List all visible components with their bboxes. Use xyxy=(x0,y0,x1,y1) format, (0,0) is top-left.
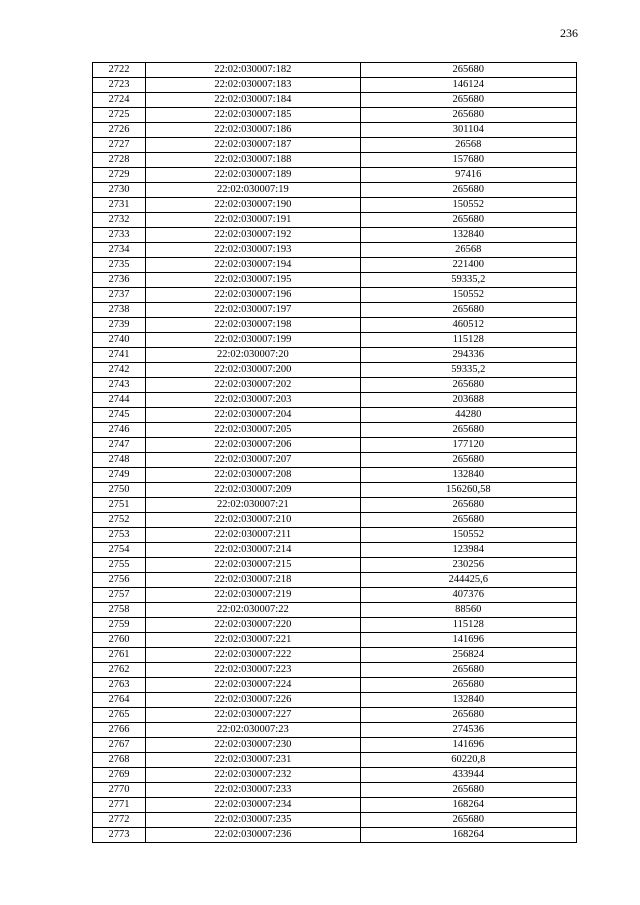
cadastral-number-cell: 22:02:030007:20 xyxy=(146,348,360,363)
table-row xyxy=(93,273,577,288)
table-row xyxy=(93,438,577,453)
row-number-cell: 2738 xyxy=(93,303,146,318)
row-number-cell: 2737 xyxy=(93,288,146,303)
cadastral-number-cell: 22:02:030007:224 xyxy=(146,678,360,693)
cadastral-number-cell: 22:02:030007:234 xyxy=(146,798,360,813)
cadastral-number-cell: 22:02:030007:219 xyxy=(146,588,360,603)
cadastral-number-cell: 22:02:030007:19 xyxy=(146,183,360,198)
table-row xyxy=(93,138,577,153)
table-row xyxy=(93,813,577,828)
row-number-cell: 2744 xyxy=(93,393,146,408)
row-number-cell: 2754 xyxy=(93,543,146,558)
cadastral-number-cell: 22:02:030007:189 xyxy=(146,168,360,183)
cadastral-number-cell: 22:02:030007:214 xyxy=(146,543,360,558)
table-row xyxy=(93,183,577,198)
row-number-cell: 2729 xyxy=(93,168,146,183)
row-number-cell: 2736 xyxy=(93,273,146,288)
table-row xyxy=(93,828,577,843)
value-cell: 265680 xyxy=(360,663,576,678)
value-cell: 265680 xyxy=(360,378,576,393)
table-row xyxy=(93,678,577,693)
value-cell: 301104 xyxy=(360,123,576,138)
cadastral-number-cell: 22:02:030007:230 xyxy=(146,738,360,753)
value-cell: 115128 xyxy=(360,618,576,633)
row-number-cell: 2762 xyxy=(93,663,146,678)
value-cell: 265680 xyxy=(360,423,576,438)
row-number-cell: 2727 xyxy=(93,138,146,153)
cadastral-number-cell: 22:02:030007:202 xyxy=(146,378,360,393)
value-cell: 460512 xyxy=(360,318,576,333)
value-cell: 433944 xyxy=(360,768,576,783)
value-cell: 265680 xyxy=(360,63,576,78)
row-number-cell: 2773 xyxy=(93,828,146,843)
cadastral-number-cell: 22:02:030007:196 xyxy=(146,288,360,303)
row-number-cell: 2722 xyxy=(93,63,146,78)
table-row xyxy=(93,303,577,318)
row-number-cell: 2731 xyxy=(93,198,146,213)
cadastral-number-cell: 22:02:030007:208 xyxy=(146,468,360,483)
row-number-cell: 2756 xyxy=(93,573,146,588)
value-cell: 265680 xyxy=(360,813,576,828)
row-number-cell: 2746 xyxy=(93,423,146,438)
value-cell: 230256 xyxy=(360,558,576,573)
value-cell: 265680 xyxy=(360,183,576,198)
value-cell: 265680 xyxy=(360,93,576,108)
value-cell: 59335,2 xyxy=(360,273,576,288)
cadastral-number-cell: 22:02:030007:193 xyxy=(146,243,360,258)
table-row xyxy=(93,423,577,438)
value-cell: 265680 xyxy=(360,303,576,318)
cadastral-number-cell: 22:02:030007:221 xyxy=(146,633,360,648)
value-cell: 60220,8 xyxy=(360,753,576,768)
value-cell: 146124 xyxy=(360,78,576,93)
row-number-cell: 2728 xyxy=(93,153,146,168)
cadastral-number-cell: 22:02:030007:226 xyxy=(146,693,360,708)
cadastral-number-cell: 22:02:030007:215 xyxy=(146,558,360,573)
table-row xyxy=(93,588,577,603)
cadastral-number-cell: 22:02:030007:191 xyxy=(146,213,360,228)
cadastral-number-cell: 22:02:030007:23 xyxy=(146,723,360,738)
row-number-cell: 2769 xyxy=(93,768,146,783)
cadastral-number-cell: 22:02:030007:199 xyxy=(146,333,360,348)
value-cell: 44280 xyxy=(360,408,576,423)
value-cell: 97416 xyxy=(360,168,576,183)
table-row xyxy=(93,693,577,708)
value-cell: 132840 xyxy=(360,228,576,243)
value-cell: 26568 xyxy=(360,243,576,258)
value-cell: 274536 xyxy=(360,723,576,738)
row-number-cell: 2745 xyxy=(93,408,146,423)
value-cell: 132840 xyxy=(360,693,576,708)
value-cell: 141696 xyxy=(360,633,576,648)
value-cell: 150552 xyxy=(360,198,576,213)
row-number-cell: 2755 xyxy=(93,558,146,573)
row-number-cell: 2734 xyxy=(93,243,146,258)
row-number-cell: 2758 xyxy=(93,603,146,618)
row-number-cell: 2751 xyxy=(93,498,146,513)
cadastral-number-cell: 22:02:030007:182 xyxy=(146,63,360,78)
table-row xyxy=(93,228,577,243)
cadastral-number-cell: 22:02:030007:187 xyxy=(146,138,360,153)
value-cell: 157680 xyxy=(360,153,576,168)
page-number: 236 xyxy=(560,26,578,40)
row-number-cell: 2726 xyxy=(93,123,146,138)
cadastral-number-cell: 22:02:030007:222 xyxy=(146,648,360,663)
cadastral-number-cell: 22:02:030007:232 xyxy=(146,768,360,783)
table-row xyxy=(93,123,577,138)
table-row xyxy=(93,333,577,348)
table-row xyxy=(93,468,577,483)
value-cell: 294336 xyxy=(360,348,576,363)
value-cell: 265680 xyxy=(360,108,576,123)
table-row xyxy=(93,603,577,618)
table-row xyxy=(93,258,577,273)
cadastral-number-cell: 22:02:030007:227 xyxy=(146,708,360,723)
value-cell: 156260,58 xyxy=(360,483,576,498)
row-number-cell: 2765 xyxy=(93,708,146,723)
table-row xyxy=(93,618,577,633)
row-number-cell: 2752 xyxy=(93,513,146,528)
cadastral-number-cell: 22:02:030007:205 xyxy=(146,423,360,438)
cadastral-number-cell: 22:02:030007:211 xyxy=(146,528,360,543)
row-number-cell: 2741 xyxy=(93,348,146,363)
table-row xyxy=(93,453,577,468)
table-row xyxy=(93,348,577,363)
row-number-cell: 2730 xyxy=(93,183,146,198)
value-cell: 115128 xyxy=(360,333,576,348)
value-cell: 265680 xyxy=(360,708,576,723)
value-cell: 88560 xyxy=(360,603,576,618)
row-number-cell: 2725 xyxy=(93,108,146,123)
cadastral-number-cell: 22:02:030007:197 xyxy=(146,303,360,318)
row-number-cell: 2743 xyxy=(93,378,146,393)
row-number-cell: 2770 xyxy=(93,783,146,798)
row-number-cell: 2740 xyxy=(93,333,146,348)
table-row xyxy=(93,153,577,168)
row-number-cell: 2766 xyxy=(93,723,146,738)
table-body xyxy=(93,63,577,843)
cadastral-number-cell: 22:02:030007:184 xyxy=(146,93,360,108)
value-cell: 407376 xyxy=(360,588,576,603)
cadastral-number-cell: 22:02:030007:233 xyxy=(146,783,360,798)
value-cell: 141696 xyxy=(360,738,576,753)
row-number-cell: 2733 xyxy=(93,228,146,243)
row-number-cell: 2750 xyxy=(93,483,146,498)
value-cell: 168264 xyxy=(360,798,576,813)
value-cell: 221400 xyxy=(360,258,576,273)
cadastral-number-cell: 22:02:030007:236 xyxy=(146,828,360,843)
row-number-cell: 2759 xyxy=(93,618,146,633)
value-cell: 265680 xyxy=(360,783,576,798)
table-row xyxy=(93,363,577,378)
row-number-cell: 2749 xyxy=(93,468,146,483)
row-number-cell: 2732 xyxy=(93,213,146,228)
value-cell: 150552 xyxy=(360,528,576,543)
table-row xyxy=(93,318,577,333)
row-number-cell: 2748 xyxy=(93,453,146,468)
row-number-cell: 2771 xyxy=(93,798,146,813)
table-row xyxy=(93,768,577,783)
row-number-cell: 2761 xyxy=(93,648,146,663)
cadastral-number-cell: 22:02:030007:21 xyxy=(146,498,360,513)
table-row xyxy=(93,783,577,798)
table-row xyxy=(93,663,577,678)
row-number-cell: 2747 xyxy=(93,438,146,453)
row-number-cell: 2739 xyxy=(93,318,146,333)
row-number-cell: 2763 xyxy=(93,678,146,693)
value-cell: 265680 xyxy=(360,678,576,693)
table-row xyxy=(93,198,577,213)
table-row xyxy=(93,108,577,123)
row-number-cell: 2772 xyxy=(93,813,146,828)
value-cell: 265680 xyxy=(360,213,576,228)
table-row xyxy=(93,168,577,183)
cadastral-number-cell: 22:02:030007:207 xyxy=(146,453,360,468)
table-row xyxy=(93,738,577,753)
cadastral-number-cell: 22:02:030007:183 xyxy=(146,78,360,93)
table-row xyxy=(93,513,577,528)
row-number-cell: 2753 xyxy=(93,528,146,543)
table-row xyxy=(93,78,577,93)
value-cell: 265680 xyxy=(360,453,576,468)
table-row xyxy=(93,213,577,228)
cadastral-number-cell: 22:02:030007:195 xyxy=(146,273,360,288)
table-row xyxy=(93,528,577,543)
cadastral-number-cell: 22:02:030007:220 xyxy=(146,618,360,633)
value-cell: 26568 xyxy=(360,138,576,153)
value-cell: 168264 xyxy=(360,828,576,843)
row-number-cell: 2723 xyxy=(93,78,146,93)
table-row xyxy=(93,648,577,663)
value-cell: 150552 xyxy=(360,288,576,303)
cadastral-number-cell: 22:02:030007:190 xyxy=(146,198,360,213)
value-cell: 265680 xyxy=(360,513,576,528)
cadastral-value-table xyxy=(92,62,577,843)
cadastral-number-cell: 22:02:030007:209 xyxy=(146,483,360,498)
value-cell: 132840 xyxy=(360,468,576,483)
value-cell: 177120 xyxy=(360,438,576,453)
value-cell: 123984 xyxy=(360,543,576,558)
table-row xyxy=(93,378,577,393)
cadastral-number-cell: 22:02:030007:200 xyxy=(146,363,360,378)
table-row xyxy=(93,63,577,78)
table-row xyxy=(93,708,577,723)
cadastral-number-cell: 22:02:030007:223 xyxy=(146,663,360,678)
row-number-cell: 2767 xyxy=(93,738,146,753)
cadastral-number-cell: 22:02:030007:218 xyxy=(146,573,360,588)
cadastral-number-cell: 22:02:030007:203 xyxy=(146,393,360,408)
cadastral-number-cell: 22:02:030007:185 xyxy=(146,108,360,123)
row-number-cell: 2760 xyxy=(93,633,146,648)
table-row xyxy=(93,633,577,648)
row-number-cell: 2757 xyxy=(93,588,146,603)
cadastral-number-cell: 22:02:030007:194 xyxy=(146,258,360,273)
table-row xyxy=(93,798,577,813)
table-row xyxy=(93,498,577,513)
cadastral-number-cell: 22:02:030007:192 xyxy=(146,228,360,243)
table-row xyxy=(93,93,577,108)
cadastral-number-cell: 22:02:030007:204 xyxy=(146,408,360,423)
cadastral-number-cell: 22:02:030007:206 xyxy=(146,438,360,453)
value-cell: 256824 xyxy=(360,648,576,663)
cadastral-number-cell: 22:02:030007:210 xyxy=(146,513,360,528)
row-number-cell: 2735 xyxy=(93,258,146,273)
table-row xyxy=(93,573,577,588)
row-number-cell: 2742 xyxy=(93,363,146,378)
cadastral-number-cell: 22:02:030007:188 xyxy=(146,153,360,168)
table-row xyxy=(93,558,577,573)
cadastral-number-cell: 22:02:030007:186 xyxy=(146,123,360,138)
cadastral-number-cell: 22:02:030007:231 xyxy=(146,753,360,768)
table-row xyxy=(93,393,577,408)
cadastral-number-cell: 22:02:030007:198 xyxy=(146,318,360,333)
table-row xyxy=(93,243,577,258)
row-number-cell: 2768 xyxy=(93,753,146,768)
value-cell: 265680 xyxy=(360,498,576,513)
table-row xyxy=(93,408,577,423)
value-cell: 244425,6 xyxy=(360,573,576,588)
value-cell: 203688 xyxy=(360,393,576,408)
table-row xyxy=(93,483,577,498)
table-row xyxy=(93,288,577,303)
value-cell: 59335,2 xyxy=(360,363,576,378)
cadastral-number-cell: 22:02:030007:235 xyxy=(146,813,360,828)
row-number-cell: 2764 xyxy=(93,693,146,708)
table-row xyxy=(93,543,577,558)
table-row xyxy=(93,723,577,738)
cadastral-number-cell: 22:02:030007:22 xyxy=(146,603,360,618)
row-number-cell: 2724 xyxy=(93,93,146,108)
table-row xyxy=(93,753,577,768)
